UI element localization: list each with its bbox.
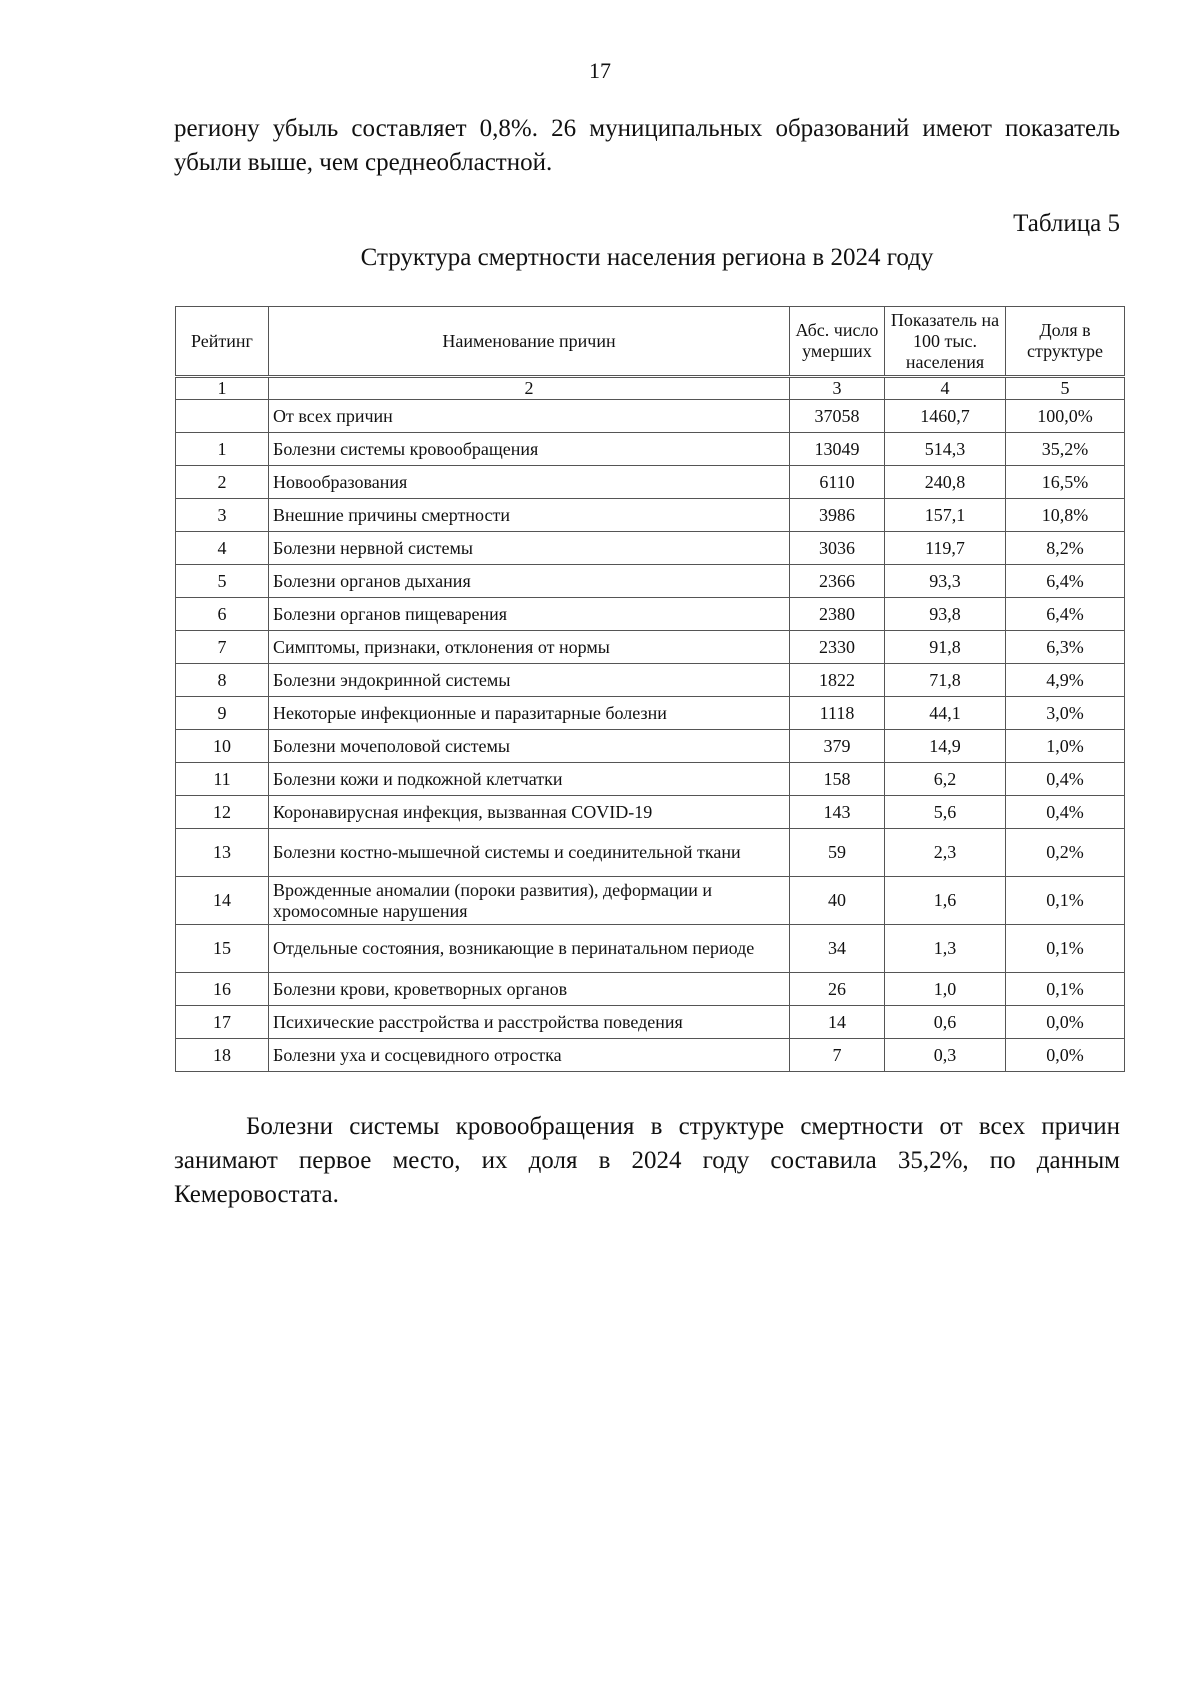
cell-abs: 3036 (790, 532, 885, 565)
cell-abs: 6110 (790, 466, 885, 499)
cell-rank: 2 (176, 466, 269, 499)
header-rate: Показатель на 100 тыс. населения (885, 307, 1006, 377)
cell-rank: 4 (176, 532, 269, 565)
cell-rate: 0,6 (885, 1006, 1006, 1039)
cell-abs: 13049 (790, 433, 885, 466)
cell-cause: Отдельные состояния, возникающие в перинатальном периоде (269, 925, 790, 973)
cell-rate: 6,2 (885, 763, 1006, 796)
cell-rank: 16 (176, 973, 269, 1006)
cell-abs: 379 (790, 730, 885, 763)
cell-cause: Болезни нервной системы (269, 532, 790, 565)
cell-share: 0,2% (1006, 829, 1125, 877)
header-cause: Наименование причин (269, 307, 790, 377)
table-row (176, 598, 1125, 631)
cell-share: 0,1% (1006, 973, 1125, 1006)
cell-abs: 7 (790, 1039, 885, 1072)
cell-abs: 1822 (790, 664, 885, 697)
cell-rate: 14,9 (885, 730, 1006, 763)
cell-cause: Болезни уха и сосцевидного отростка (269, 1039, 790, 1072)
cell-abs: 14 (790, 1006, 885, 1039)
header-abs: Абс. число умерших (790, 307, 885, 377)
cell-share: 16,5% (1006, 466, 1125, 499)
cell-rate: 1460,7 (885, 400, 1006, 433)
table-row (176, 499, 1125, 532)
cell-abs: 34 (790, 925, 885, 973)
table-row (176, 532, 1125, 565)
cell-share: 4,9% (1006, 664, 1125, 697)
cell-rank: 17 (176, 1006, 269, 1039)
cell-rank: 14 (176, 877, 269, 925)
cell-share: 35,2% (1006, 433, 1125, 466)
table-row (176, 730, 1125, 763)
column-number: 5 (1006, 377, 1125, 400)
cell-share: 0,1% (1006, 925, 1125, 973)
cell-cause: Болезни эндокринной системы (269, 664, 790, 697)
cell-rate: 5,6 (885, 796, 1006, 829)
cell-cause: Новообразования (269, 466, 790, 499)
cell-abs: 59 (790, 829, 885, 877)
cell-rate: 93,8 (885, 598, 1006, 631)
cell-cause: Болезни системы кровообращения (269, 433, 790, 466)
intro-paragraph: региону убыль составляет 0,8%. 26 муниципальных образований имеют показатель убыли выше, чем среднеобластной. (174, 115, 1120, 176)
column-number: 4 (885, 377, 1006, 400)
cell-rate: 1,3 (885, 925, 1006, 973)
closing-paragraph: Болезни системы кровообращения в структуре смертности от всех причин занимают первое место, их доля в 2024 году составила 35,2%, по данным Кемеровостата. (174, 1113, 1120, 1208)
table-label: Таблица 5 (1013, 210, 1120, 237)
table-row (176, 697, 1125, 730)
cell-abs: 40 (790, 877, 885, 925)
cell-share: 6,4% (1006, 598, 1125, 631)
cell-share: 0,0% (1006, 1039, 1125, 1072)
cell-rank: 13 (176, 829, 269, 877)
cell-rank: 9 (176, 697, 269, 730)
cell-abs: 2330 (790, 631, 885, 664)
cell-rank: 15 (176, 925, 269, 973)
cell-rate: 119,7 (885, 532, 1006, 565)
column-number-row (176, 377, 1125, 400)
table-title: Структура смертности населения региона в 2024 году (360, 244, 934, 271)
cell-cause: Болезни органов дыхания (269, 565, 790, 598)
page-number: 17 (589, 58, 611, 83)
cell-cause: Внешние причины смертности (269, 499, 790, 532)
cell-rate: 44,1 (885, 697, 1006, 730)
table-row (176, 466, 1125, 499)
cell-rank: 6 (176, 598, 269, 631)
cell-abs: 26 (790, 973, 885, 1006)
cell-rate: 91,8 (885, 631, 1006, 664)
cell-cause: Болезни крови, кроветворных органов (269, 973, 790, 1006)
cell-abs: 3986 (790, 499, 885, 532)
cell-share: 0,0% (1006, 1006, 1125, 1039)
cell-share: 0,4% (1006, 763, 1125, 796)
column-number: 1 (176, 377, 269, 400)
cell-share: 10,8% (1006, 499, 1125, 532)
cell-cause: Болезни мочеполовой системы (269, 730, 790, 763)
cell-share: 3,0% (1006, 697, 1125, 730)
cell-cause: От всех причин (269, 400, 790, 433)
cell-abs: 2366 (790, 565, 885, 598)
cell-share: 100,0% (1006, 400, 1125, 433)
cell-share: 6,4% (1006, 565, 1125, 598)
cell-rate: 157,1 (885, 499, 1006, 532)
cell-abs: 158 (790, 763, 885, 796)
column-number: 2 (269, 377, 790, 400)
cell-abs: 143 (790, 796, 885, 829)
cell-abs: 37058 (790, 400, 885, 433)
table-row (176, 1039, 1125, 1072)
cell-rate: 240,8 (885, 466, 1006, 499)
cell-cause: Врожденные аномалии (пороки развития), деформации и хромосомные нарушения (269, 877, 790, 925)
table-row (176, 631, 1125, 664)
cell-cause: Коронавирусная инфекция, вызванная COVID-19 (269, 796, 790, 829)
table-row (176, 925, 1125, 973)
cell-cause: Психические расстройства и расстройства поведения (269, 1006, 790, 1039)
mortality-structure-table (175, 306, 1125, 1072)
cell-rank (176, 400, 269, 433)
cell-rank: 1 (176, 433, 269, 466)
cell-rate: 0,3 (885, 1039, 1006, 1072)
cell-rank: 12 (176, 796, 269, 829)
cell-cause: Болезни органов пищеварения (269, 598, 790, 631)
cell-rank: 7 (176, 631, 269, 664)
cell-rate: 514,3 (885, 433, 1006, 466)
column-number: 3 (790, 377, 885, 400)
cell-rank: 3 (176, 499, 269, 532)
table-header-row (176, 307, 1125, 377)
cell-share: 1,0% (1006, 730, 1125, 763)
cell-rank: 8 (176, 664, 269, 697)
cell-rate: 1,6 (885, 877, 1006, 925)
table-row (176, 1006, 1125, 1039)
table-row (176, 973, 1125, 1006)
cell-rate: 1,0 (885, 973, 1006, 1006)
cell-cause: Болезни костно-мышечной системы и соединительной ткани (269, 829, 790, 877)
header-rank: Рейтинг (176, 307, 269, 377)
cell-share: 0,4% (1006, 796, 1125, 829)
cell-abs: 2380 (790, 598, 885, 631)
cell-rate: 71,8 (885, 664, 1006, 697)
table-row (176, 877, 1125, 925)
table-row (176, 433, 1125, 466)
cell-cause: Некоторые инфекционные и паразитарные болезни (269, 697, 790, 730)
table-row (176, 664, 1125, 697)
cell-cause: Болезни кожи и подкожной клетчатки (269, 763, 790, 796)
table-row (176, 400, 1125, 433)
table-row (176, 565, 1125, 598)
table-row (176, 796, 1125, 829)
cell-rank: 5 (176, 565, 269, 598)
cell-rate: 93,3 (885, 565, 1006, 598)
cell-rank: 18 (176, 1039, 269, 1072)
cell-share: 6,3% (1006, 631, 1125, 664)
cell-rate: 2,3 (885, 829, 1006, 877)
table-row (176, 763, 1125, 796)
cell-abs: 1118 (790, 697, 885, 730)
header-share: Доля в структуре (1006, 307, 1125, 377)
table-row (176, 829, 1125, 877)
cell-cause: Симптомы, признаки, отклонения от нормы (269, 631, 790, 664)
cell-rank: 11 (176, 763, 269, 796)
cell-share: 0,1% (1006, 877, 1125, 925)
cell-rank: 10 (176, 730, 269, 763)
cell-share: 8,2% (1006, 532, 1125, 565)
